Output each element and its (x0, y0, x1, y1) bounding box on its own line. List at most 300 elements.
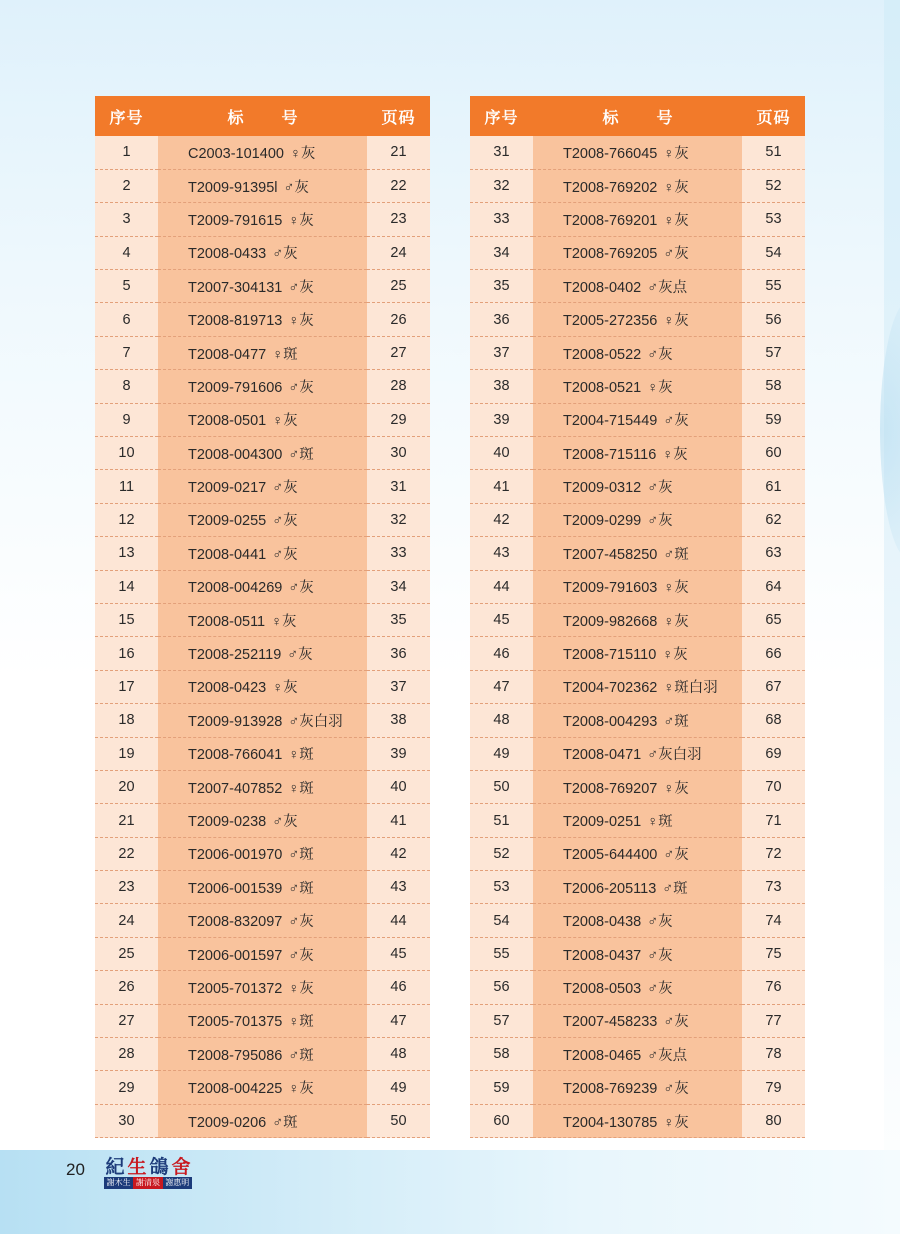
ring-cell (533, 437, 742, 470)
ring-cell (158, 136, 367, 169)
table-row (95, 470, 430, 503)
logo-owner-name: 謝木生 (104, 1177, 133, 1189)
loft-logo (104, 1153, 192, 1189)
ring-number: T2008-795086 (188, 1047, 283, 1064)
ring-cell (158, 403, 367, 436)
ring-cell (533, 1071, 742, 1104)
ring-cell (158, 837, 367, 870)
sex-color-label: ♂灰 (663, 1081, 689, 1098)
row-index: 60 (470, 1104, 533, 1137)
table-body (470, 136, 805, 1138)
ring-cell (158, 169, 367, 202)
row-index: 10 (95, 437, 158, 470)
ring-number: T2007-458233 (563, 1014, 658, 1031)
sex-color-label: ♂灰 (272, 480, 298, 497)
row-index: 38 (470, 370, 533, 403)
row-index: 24 (95, 904, 158, 937)
ring-cell (533, 637, 742, 670)
row-index: 19 (95, 737, 158, 770)
sex-color-label: ♂灰 (288, 947, 314, 964)
row-index: 37 (470, 336, 533, 369)
page-ref: 59 (742, 403, 805, 436)
table-row (95, 270, 430, 303)
table-row (95, 537, 430, 570)
ring-cell (158, 603, 367, 636)
row-index: 31 (470, 136, 533, 169)
table-row (470, 437, 805, 470)
table-row (470, 270, 805, 303)
table-row (470, 136, 805, 169)
ring-cell (533, 737, 742, 770)
page-ref: 51 (742, 136, 805, 169)
page-ref: 66 (742, 637, 805, 670)
page-ref: 44 (367, 904, 430, 937)
logo-char: 生 (127, 1155, 147, 1178)
sex-color-label: ♂灰 (283, 179, 309, 196)
sex-color-label: ♀灰 (288, 980, 314, 997)
ring-number: T2009-791606 (188, 379, 283, 396)
row-index: 49 (470, 737, 533, 770)
header-index: 序号 (95, 96, 158, 136)
page-ref: 42 (367, 837, 430, 870)
page-ref: 79 (742, 1071, 805, 1104)
table-row (95, 937, 430, 970)
logo-char: 舍 (171, 1155, 191, 1178)
ring-number: T2008-832097 (188, 914, 283, 931)
ring-number: T2004-130785 (563, 1114, 658, 1131)
ring-number: T2008-769202 (563, 179, 658, 196)
table-row (470, 236, 805, 269)
logo-owner-name: 謝惠明 (163, 1177, 192, 1189)
sex-color-label: ♀斑 (647, 814, 673, 830)
row-index: 39 (470, 403, 533, 436)
ring-cell (533, 871, 742, 904)
ring-cell (158, 336, 367, 369)
logo-title (104, 1153, 192, 1177)
table-row (95, 904, 430, 937)
page-ref: 29 (367, 403, 430, 436)
ring-number: T2005-272356 (563, 313, 658, 330)
sex-color-label: ♀灰 (271, 613, 297, 630)
table-row (470, 403, 805, 436)
table-row (470, 570, 805, 603)
sex-color-label: ♂灰 (272, 246, 298, 263)
table-header-row (470, 96, 805, 136)
sex-color-label: ♂斑 (288, 1047, 314, 1064)
sex-color-label: ♀灰 (288, 313, 314, 330)
ring-number: T2008-004300 (188, 446, 283, 463)
row-index: 41 (470, 470, 533, 503)
ring-number: T2008-004293 (563, 713, 658, 730)
ring-cell (158, 704, 367, 737)
ring-cell (533, 503, 742, 536)
table-row (95, 871, 430, 904)
ring-cell (533, 971, 742, 1004)
sex-color-label: ♂灰 (647, 480, 673, 497)
table-row (95, 603, 430, 636)
sex-color-label: ♂灰 (288, 379, 314, 396)
ring-number: T2004-702362 (563, 680, 658, 697)
sex-color-label: ♂灰 (272, 513, 298, 530)
row-index: 9 (95, 403, 158, 436)
page-ref: 48 (367, 1038, 430, 1071)
ring-number: T2009-0299 (563, 513, 642, 530)
ring-cell (158, 437, 367, 470)
ring-cell (533, 904, 742, 937)
ring-number: T2008-769207 (563, 780, 658, 797)
row-index: 57 (470, 1004, 533, 1037)
page-ref: 38 (367, 704, 430, 737)
ring-number: T2008-252119 (188, 647, 282, 664)
page-ref: 58 (742, 370, 805, 403)
page-ref: 60 (742, 437, 805, 470)
row-index: 59 (470, 1071, 533, 1104)
ring-number: T2005-644400 (563, 847, 658, 864)
ring-cell (533, 1104, 742, 1137)
ring-cell (533, 570, 742, 603)
row-index: 16 (95, 637, 158, 670)
ring-number: T2008-0433 (188, 246, 267, 263)
page-ref: 77 (742, 1004, 805, 1037)
sex-color-label: ♂灰 (647, 980, 673, 997)
table-row (95, 837, 430, 870)
row-index: 45 (470, 603, 533, 636)
ring-cell (533, 303, 742, 336)
page-ref: 21 (367, 136, 430, 169)
sex-color-label: ♀斑 (272, 346, 298, 363)
ring-number: T2009-0251 (563, 814, 642, 830)
header-page: 页码 (367, 96, 430, 136)
table-row (95, 370, 430, 403)
sex-color-label: ♂灰 (288, 914, 314, 931)
page-ref: 24 (367, 236, 430, 269)
row-index: 11 (95, 470, 158, 503)
index-table-right (470, 96, 805, 1138)
ring-cell (158, 370, 367, 403)
page-ref: 41 (367, 804, 430, 837)
sex-color-label: ♀灰 (663, 1114, 689, 1131)
row-index: 29 (95, 1071, 158, 1104)
ring-cell (533, 804, 742, 837)
ring-cell (158, 270, 367, 303)
table-row (470, 1038, 805, 1071)
sex-color-label: ♀斑 (288, 1014, 314, 1031)
page-ref: 28 (367, 370, 430, 403)
table-body (95, 136, 430, 1138)
table-row (95, 1104, 430, 1137)
table-row (470, 336, 805, 369)
page-ref: 67 (742, 670, 805, 703)
table-row (95, 804, 430, 837)
sex-color-label: ♀灰 (288, 212, 314, 229)
header-ring-number (533, 96, 742, 136)
page-ref: 39 (367, 737, 430, 770)
ring-number: T2008-0423 (188, 680, 267, 697)
page-ref: 69 (742, 737, 805, 770)
sex-color-label: ♀灰 (289, 145, 316, 162)
row-index: 5 (95, 270, 158, 303)
page-ref: 23 (367, 203, 430, 236)
row-index: 35 (470, 270, 533, 303)
ring-cell (158, 1004, 367, 1037)
page-ref: 36 (367, 637, 430, 670)
page-ref: 57 (742, 336, 805, 369)
background-decoration (880, 300, 900, 560)
page-ref: 35 (367, 603, 430, 636)
table-row (470, 203, 805, 236)
row-index: 12 (95, 503, 158, 536)
ring-number: T2009-0255 (188, 513, 267, 530)
ring-cell (158, 1104, 367, 1137)
row-index: 27 (95, 1004, 158, 1037)
ring-cell (533, 1004, 742, 1037)
ring-cell (158, 737, 367, 770)
sex-color-label: ♂灰白羽 (288, 713, 343, 730)
sex-color-label: ♂斑 (288, 880, 314, 897)
page-ref: 37 (367, 670, 430, 703)
page-ref: 62 (742, 503, 805, 536)
ring-cell (533, 670, 742, 703)
pigeon-table (470, 96, 805, 1138)
ring-number: T2008-769205 (563, 246, 658, 263)
row-index: 14 (95, 570, 158, 603)
sex-color-label: ♂斑 (663, 713, 689, 730)
row-index: 50 (470, 770, 533, 803)
page-ref: 33 (367, 537, 430, 570)
table-row (95, 770, 430, 803)
ring-number: T2009-0217 (188, 480, 267, 497)
ring-number: T2008-0477 (188, 346, 267, 363)
ring-cell (158, 570, 367, 603)
table-row (470, 637, 805, 670)
ring-cell (158, 503, 367, 536)
sex-color-label: ♂灰 (287, 647, 313, 664)
table-row (470, 370, 805, 403)
page-ref: 32 (367, 503, 430, 536)
table-row (95, 136, 430, 169)
sex-color-label: ♀灰 (662, 446, 688, 463)
row-index: 46 (470, 637, 533, 670)
row-index: 43 (470, 537, 533, 570)
table-row (470, 503, 805, 536)
sex-color-label: ♀灰 (663, 212, 689, 229)
ring-number: T2009-0312 (563, 480, 642, 497)
ring-number: T2008-004225 (188, 1081, 283, 1098)
ring-number: T2006-001970 (188, 847, 283, 864)
row-index: 28 (95, 1038, 158, 1071)
sex-color-label: ♀斑 (288, 747, 314, 764)
ring-number: T2008-0521 (563, 379, 642, 396)
page-ref: 72 (742, 837, 805, 870)
ring-cell (158, 236, 367, 269)
ring-number: T2008-0438 (563, 914, 642, 931)
page-ref: 55 (742, 270, 805, 303)
sex-color-label: ♂灰点 (647, 279, 688, 296)
table-row (470, 804, 805, 837)
sex-color-label: ♂斑 (288, 446, 314, 463)
ring-number: T2009-982668 (563, 613, 658, 630)
row-index: 44 (470, 570, 533, 603)
ring-number: T2008-766041 (188, 747, 283, 764)
sex-color-label: ♀斑 (288, 780, 314, 797)
header-ring-number (158, 96, 367, 136)
ring-cell (533, 470, 742, 503)
ring-number: T2008-769201 (563, 212, 658, 229)
ring-number: T2007-458250 (563, 546, 658, 563)
logo-owner-name: 謝清泉 (133, 1177, 162, 1189)
table-row (95, 203, 430, 236)
table-row (470, 770, 805, 803)
row-index: 47 (470, 670, 533, 703)
ring-number: T2005-701372 (188, 980, 283, 997)
table-row (470, 169, 805, 202)
row-index: 58 (470, 1038, 533, 1071)
table-row (95, 704, 430, 737)
sex-color-label: ♂灰 (663, 246, 689, 263)
row-index: 36 (470, 303, 533, 336)
page-ref: 65 (742, 603, 805, 636)
ring-cell (158, 470, 367, 503)
page-number: 20 (66, 1160, 85, 1179)
logo-char: 紀 (105, 1155, 125, 1178)
ring-cell (533, 603, 742, 636)
sex-color-label: ♀灰 (663, 145, 689, 162)
page-ref: 53 (742, 203, 805, 236)
ring-number: T2005-701375 (188, 1014, 283, 1031)
page-ref: 80 (742, 1104, 805, 1137)
table-row (470, 303, 805, 336)
ring-cell (533, 136, 742, 169)
table-row (470, 704, 805, 737)
table-row (470, 937, 805, 970)
page-ref: 30 (367, 437, 430, 470)
ring-cell (158, 637, 367, 670)
row-index: 2 (95, 169, 158, 202)
row-index: 4 (95, 236, 158, 269)
page-ref: 46 (367, 971, 430, 1004)
ring-cell (533, 370, 742, 403)
row-index: 22 (95, 837, 158, 870)
table-row (470, 670, 805, 703)
page-ref: 76 (742, 971, 805, 1004)
ring-number: T2008-0402 (563, 279, 642, 296)
row-index: 8 (95, 370, 158, 403)
ring-cell (158, 937, 367, 970)
table-row (95, 971, 430, 1004)
ring-number: T2008-715110 (563, 647, 657, 664)
row-index: 20 (95, 770, 158, 803)
page-ref: 49 (367, 1071, 430, 1104)
ring-number: T2009-913928 (188, 713, 283, 730)
table-row (470, 971, 805, 1004)
page-ref: 64 (742, 570, 805, 603)
header-ring-char-1: 标 (227, 109, 244, 127)
row-index: 13 (95, 537, 158, 570)
row-index: 23 (95, 871, 158, 904)
table-row (95, 1004, 430, 1037)
page-ref: 43 (367, 871, 430, 904)
ring-cell (533, 270, 742, 303)
ring-number: T2009-91395l (188, 179, 278, 196)
ring-cell (158, 1038, 367, 1071)
table-row (470, 871, 805, 904)
sex-color-label: ♂灰 (288, 580, 314, 597)
sex-color-label: ♂斑 (663, 546, 689, 563)
sex-color-label: ♀灰 (662, 647, 688, 664)
page-ref: 75 (742, 937, 805, 970)
ring-cell (533, 537, 742, 570)
table-row (470, 470, 805, 503)
header-index: 序号 (470, 96, 533, 136)
ring-cell (533, 169, 742, 202)
header-ring-char-2: 号 (281, 109, 298, 127)
page-ref: 78 (742, 1038, 805, 1071)
table-row (95, 336, 430, 369)
row-index: 7 (95, 336, 158, 369)
ring-cell (158, 303, 367, 336)
ring-number: T2008-0511 (188, 613, 266, 630)
sex-color-label: ♂灰 (663, 1014, 689, 1031)
row-index: 1 (95, 136, 158, 169)
row-index: 21 (95, 804, 158, 837)
table-row (470, 537, 805, 570)
page-ref: 45 (367, 937, 430, 970)
sex-color-label: ♂斑 (272, 1114, 298, 1131)
ring-cell (158, 871, 367, 904)
table-row (470, 1104, 805, 1137)
header-page: 页码 (742, 96, 805, 136)
table-row (95, 1038, 430, 1071)
table-row (95, 303, 430, 336)
sex-color-label: ♀灰 (272, 413, 298, 430)
page-ref: 22 (367, 169, 430, 202)
table-row (95, 503, 430, 536)
ring-number: T2006-001597 (188, 947, 283, 964)
row-index: 54 (470, 904, 533, 937)
sex-color-label: ♀斑白羽 (663, 680, 718, 697)
table-row (470, 904, 805, 937)
ring-number: T2008-0471 (563, 747, 642, 764)
ring-number: T2006-205113 (563, 880, 657, 897)
table-row (470, 837, 805, 870)
table-row (470, 1004, 805, 1037)
row-index: 15 (95, 603, 158, 636)
ring-cell (158, 670, 367, 703)
background-right-band (884, 0, 900, 1234)
sex-color-label: ♂灰 (272, 546, 298, 563)
sex-color-label: ♂灰点 (647, 1047, 688, 1064)
table-row (95, 737, 430, 770)
row-index: 26 (95, 971, 158, 1004)
ring-cell (158, 804, 367, 837)
table-row (95, 570, 430, 603)
sex-color-label: ♀灰 (288, 1081, 314, 1098)
ring-number: T2009-0206 (188, 1114, 267, 1131)
row-index: 17 (95, 670, 158, 703)
table-row (95, 1071, 430, 1104)
table-header-row (95, 96, 430, 136)
sex-color-label: ♂灰 (647, 947, 673, 964)
sex-color-label: ♂斑 (662, 880, 688, 897)
ring-cell (158, 1071, 367, 1104)
ring-cell (533, 770, 742, 803)
table-row (95, 403, 430, 436)
page-ref: 26 (367, 303, 430, 336)
row-index: 42 (470, 503, 533, 536)
page-ref: 56 (742, 303, 805, 336)
sex-color-label: ♀灰 (663, 780, 689, 797)
page-ref: 50 (367, 1104, 430, 1137)
